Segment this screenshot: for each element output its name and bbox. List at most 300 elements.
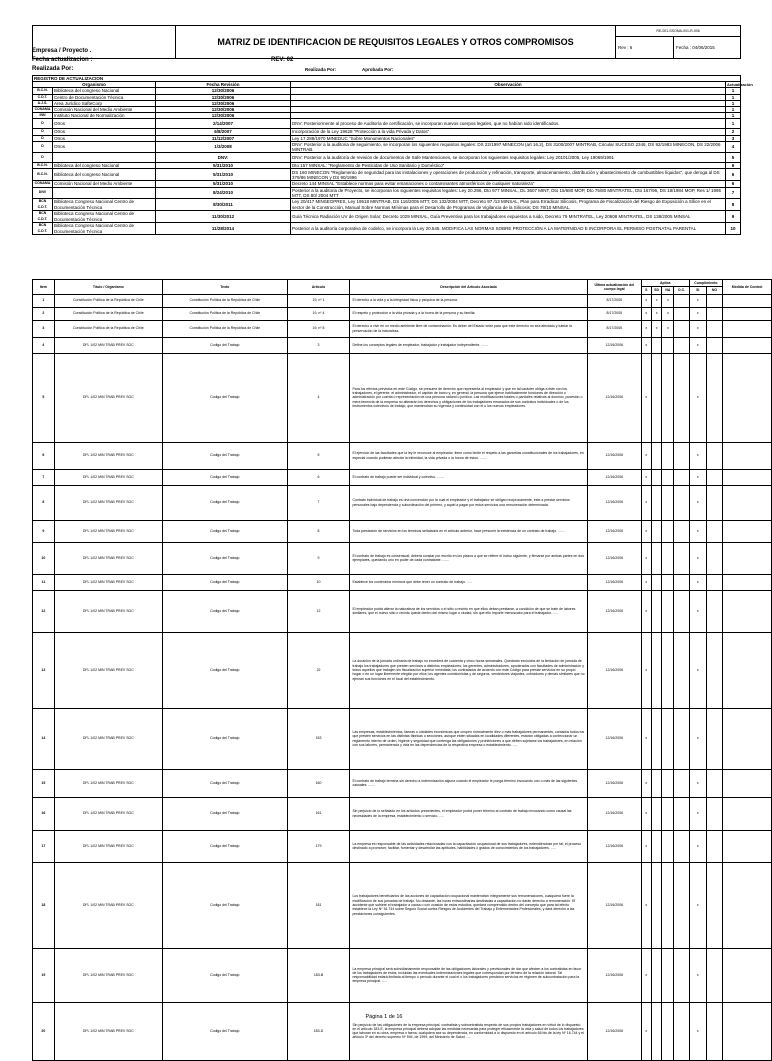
update-log-organismo: Biblioteca del congreso Nacional xyxy=(53,88,156,94)
requirement-descripcion: Las empresas, establecimientos, faenas o unidades económicas que ocupen normalmente diez o más trabajadores permanentes, contados todos los que presten servicios en las distintas fábricas o secciones, aunque estén situadas en localidades diferentes, estarán obligadas a confeccionar un reglamento interno de orden, higiene y seguridad que contenga las obligaciones y prohibiciones a que deben sujetarse los trabajadores, en relación con sus labores, permanencia y vida en las dependencias de la respectiva empresa o establecimiento. ..... xyxy=(350,708,587,769)
update-log-row xyxy=(33,119,741,129)
requirement-titulo: DFL 1/02 MIN TRAB PREV SOC xyxy=(54,708,162,769)
requirement-descripcion: El empleador podrá alterar la naturaleza de los servicios o el sitio o recinto en que ellos deban prestarse, a condición de que se trate de labores similares, que el nuevo sitio o recinto quede dentro del mismo lugar o ciudad, sin que ello importe menoscabo para el trabajador. ..... xyxy=(350,590,587,632)
requirement-texto: Codigo del Trabajo xyxy=(163,632,288,708)
update-log-organismo xyxy=(53,187,156,198)
requirement-titulo: Constitución Política de la República de Chile xyxy=(54,307,162,320)
aplica-sd xyxy=(651,574,662,590)
aplica-s: x xyxy=(641,830,651,862)
requirement-texto: Codigo del Trabajo xyxy=(163,353,288,442)
aplica-sd xyxy=(651,337,662,353)
cumple-no xyxy=(706,632,722,708)
requirement-descripcion: La duración de la jornada ordinaria de trabajo no excederá de cuarenta y cinco horas semanales. Quedarán excluidos de la limitación de jornada de trabajo los trabajadores que presten servicios a distintos empleadores; los gerentes, administradores, apoderados con facultades de administración y todos aquellos que trabajen sin fiscalización superior inmediata; los contratados de acuerdo con este Código para prestar servicios en su propio hogar o en un lugar libremente elegido por ellos; los agentes comisionistas y de seguros, vendedores viajantes, cobradores y demás similares que no ejerzan sus funciones en el local del establecimiento. xyxy=(350,632,587,708)
aplica-s: x xyxy=(641,307,651,320)
requirement-articulo: 12 xyxy=(287,590,350,632)
update-log-actualizacion: 3 xyxy=(726,135,741,141)
col-titulo: Título / Organismo xyxy=(54,280,162,295)
update-log-code: D xyxy=(33,129,53,135)
aplica-oc xyxy=(674,469,689,485)
col-articulo: Artículo xyxy=(287,280,350,295)
requirement-fecha: 12/16/2006 xyxy=(587,485,641,520)
medida-control xyxy=(723,520,772,542)
requirement-titulo: DFL 1/02 MIN TRAB PREV SOC xyxy=(54,769,162,797)
update-log-code: CONAMA xyxy=(33,107,53,113)
requirement-texto: Codigo del Trabajo xyxy=(163,862,288,948)
update-log-actualizacion: 8 xyxy=(726,199,741,211)
update-log-fecha: 11/30/2012 xyxy=(156,211,291,223)
aplica-s: x xyxy=(641,769,651,797)
aplica-oc xyxy=(674,320,689,337)
requirement-item: 8 xyxy=(33,485,55,520)
requirement-texto: Codigo del Trabajo xyxy=(163,485,288,520)
requirement-item: 13 xyxy=(33,632,55,708)
requirement-row xyxy=(33,337,772,353)
medida-control xyxy=(723,542,772,574)
requirement-fecha: 12/16/2006 xyxy=(587,469,641,485)
requirement-texto: Codigo del Trabajo xyxy=(163,590,288,632)
update-log-actualizacion: 10 xyxy=(726,223,741,235)
requirement-titulo: DFL 1/02 MIN TRAB PREV SOC xyxy=(54,485,162,520)
requirement-row xyxy=(33,1002,772,1060)
medida-control xyxy=(723,485,772,520)
update-log-organismo: Area Jurídico SafteCorp xyxy=(53,100,156,106)
col-sd: SD xyxy=(651,287,662,294)
update-log-fecha: 6/8/2007 xyxy=(156,129,291,135)
requirement-item: 4 xyxy=(33,337,55,353)
update-log-fecha: 5/31/2010 xyxy=(156,181,291,187)
aplica-oc xyxy=(674,485,689,520)
requirement-articulo: 7 xyxy=(287,485,350,520)
update-log-organismo xyxy=(53,153,156,163)
aplica-oc xyxy=(674,294,689,307)
cumple-no xyxy=(706,948,722,1002)
update-log-organismo: Biblioteca Congreso Nacional Centro de Documentación Técnica xyxy=(53,199,156,211)
realizada-label: Realizada Por: xyxy=(32,66,74,72)
aplica-oc xyxy=(674,862,689,948)
rev-label: REV: 02 xyxy=(271,57,294,63)
requirement-row xyxy=(33,294,772,307)
aplica-sd xyxy=(651,708,662,769)
requirement-fecha: 12/16/2006 xyxy=(587,632,641,708)
update-log-actualizacion: 1 xyxy=(726,94,741,100)
aplica-na xyxy=(662,520,674,542)
cumple-si: x xyxy=(689,320,706,337)
update-log-observacion: Ley 17.288/1970 MINEDUC "Sobre Monumentos Nacionales" xyxy=(291,135,726,141)
aplica-s: x xyxy=(641,862,651,948)
update-log-actualizacion: 4 xyxy=(726,141,741,152)
aplica-sd xyxy=(651,797,662,830)
requirement-articulo: 8 xyxy=(287,520,350,542)
requirement-fecha: 12/16/2006 xyxy=(587,353,641,442)
requirement-row xyxy=(33,442,772,469)
update-log-fecha: 12/30/2006 xyxy=(156,107,291,113)
aplica-sd: x xyxy=(651,307,662,320)
update-log-title: REGISTRO DE ACTUALIZACION xyxy=(33,76,741,82)
requirement-titulo: Constitución Política de la República de Chile xyxy=(54,320,162,337)
cumple-no xyxy=(706,442,722,469)
cumple-si: x xyxy=(689,797,706,830)
aplica-na: x xyxy=(662,320,674,337)
requirement-descripcion: Define los conceptos legales de empleador, trabajador y trabajador independiente. ....... xyxy=(350,337,587,353)
requirement-titulo: DFL 1/02 MIN TRAB PREV SOC xyxy=(54,632,162,708)
medida-control xyxy=(723,320,772,337)
aplica-sd xyxy=(651,830,662,862)
requirement-descripcion: La empresa principal será subsidiariamente responsable de las obligaciones laborales y previsionales de dar que afecten a los contratistas en favor de los trabajadores de éstos, incluidas las eventuales indemnizaciones legales que correspondan por término de la relación laboral. Tal responsabilidad estará limitada al tiempo o período durante el cual el o los trabajadores prestaron servicios en régimen de subcontratación para la empresa principal. ..... xyxy=(350,948,587,1002)
col-descripcion: Descripción del Artículo Asociado xyxy=(350,280,587,295)
requirement-titulo: Constitución Política de la República de Chile xyxy=(54,294,162,307)
requirement-descripcion: Los trabajadores beneficiarios de las acciones de capacitación ocupacional mantendrán íntegramente sus remuneraciones, cualquiera fuere la modificación de sus jornadas de trabajo. No obstante, las horas extraordinarias destinadas a capacitación no darán derecho a remuneración. El accidente que sufriere el trabajador a causa o con ocasión de estos estudios, quedará comprendido dentro del concepto que para tal efecto establece la Ley Nº 16.744 sobre Seguro Social contra Riesgos de Accidentes del Trabajo y Enfermedades Profesionales, y dará derecho a las prestaciones consiguientes. xyxy=(350,862,587,948)
aplica-na: x xyxy=(662,307,674,320)
requirement-item: 16 xyxy=(33,797,55,830)
col-organismo: Organismo xyxy=(33,82,156,88)
aplica-na xyxy=(662,948,674,1002)
cumple-si: x xyxy=(689,708,706,769)
requirement-articulo: 3 xyxy=(287,337,350,353)
requirement-item: 14 xyxy=(33,708,55,769)
update-log-actualizacion: 1 xyxy=(726,88,741,94)
aplica-oc xyxy=(674,574,689,590)
update-log-organismo: Comisión Nacional del Medio Ambiente xyxy=(53,107,156,113)
requirement-row xyxy=(33,485,772,520)
aplica-oc xyxy=(674,830,689,862)
cumple-no xyxy=(706,574,722,590)
requirement-articulo: 10 xyxy=(287,574,350,590)
update-log-observacion: Guía Técnica Radiación UV de Origen Solar; Decreto 1029 MINSAL, Guía Preventiva para los trabajadores expuestos a ruido, Decreto 79 MINTRATEL, Ley 20608 MINTRATEL, DS 138/2005 MINSAL xyxy=(291,211,726,223)
aplica-oc xyxy=(674,1002,689,1060)
requirement-articulo: 183-D xyxy=(287,1002,350,1060)
aplica-oc xyxy=(674,590,689,632)
requirement-fecha: 12/16/2006 xyxy=(587,948,641,1002)
requirement-articulo: 6 xyxy=(287,469,350,485)
medida-control xyxy=(723,948,772,1002)
update-log-actualizacion: 6 xyxy=(726,181,741,187)
medida-control xyxy=(723,632,772,708)
aplica-s: x xyxy=(641,353,651,442)
cumple-no xyxy=(706,353,722,442)
requirement-item: 1 xyxy=(33,294,55,307)
update-log-code: BCN C.D.T. xyxy=(33,199,53,211)
requirement-texto: Codigo del Trabajo xyxy=(163,337,288,353)
cumple-no xyxy=(706,830,722,862)
cumple-si: x xyxy=(689,590,706,632)
update-log-observacion: DS 160 MINECON "Reglamento de seguridad para las instalaciones y operaciones de producción y refinación, transporte, almacenamiento, distribución y abastecimiento de combustibles líquidos", que deroga al DS 379/86 MINECON y DS 90/1996 xyxy=(291,169,726,181)
aplica-oc xyxy=(674,632,689,708)
update-log-code: DNV xyxy=(33,187,53,198)
requirement-titulo: DFL 1/02 MIN TRAB PREV SOC xyxy=(54,353,162,442)
update-log-observacion: DNV: Posterior a la auditoría de revisión de documentos de Safe Mantenciones, se incorporan los siguientes requisitos legales: Ley 20101/2005, Ley 19069/1991 xyxy=(291,153,726,163)
requirement-texto: Codigo del Trabajo xyxy=(163,769,288,797)
col-observacion: Observación xyxy=(291,82,726,88)
update-log-organismo: Biblioteca Congreso Nacional Centro de Documentación Técnica xyxy=(53,211,156,223)
requirement-texto: Constitución Política de la República de Chile xyxy=(163,294,288,307)
requirement-row xyxy=(33,830,772,862)
update-log-fecha: 5/31/2010 xyxy=(156,169,291,181)
aplica-sd xyxy=(651,442,662,469)
requirement-titulo: DFL 1/02 MIN TRAB PREV SOC xyxy=(54,1002,162,1060)
update-log-table xyxy=(32,75,753,235)
cumple-si: x xyxy=(689,485,706,520)
aplica-s: x xyxy=(641,948,651,1002)
requirement-texto: Constitución Política de la República de Chile xyxy=(163,307,288,320)
cumple-si: x xyxy=(689,948,706,1002)
cumple-si: x xyxy=(689,542,706,574)
update-log-code: B.C.N. xyxy=(33,88,53,94)
aplica-s: x xyxy=(641,574,651,590)
update-log-row xyxy=(33,169,741,181)
requirement-articulo: 153 xyxy=(287,708,350,769)
aplica-oc xyxy=(674,520,689,542)
update-log-fecha: DNV: xyxy=(156,153,291,163)
aplica-na xyxy=(662,590,674,632)
aplica-s: x xyxy=(641,442,651,469)
update-log-code: D xyxy=(33,153,53,163)
requirement-row xyxy=(33,469,772,485)
requirement-articulo: 9 xyxy=(287,542,350,574)
update-log-observacion: DNV: Posterior a la auditoria de seguimiento, se incorporan los siguientes requisitos legales: DS 22/1997 MINECON (art 16,2), DS 3100/2007 MINTRAB, Circular SUCESO 2346, DS 92/1983 MINECON, DS 22/2006 MINTRAB. xyxy=(291,141,726,152)
update-log-code: C.D.T. xyxy=(33,94,53,100)
requirement-texto: Codigo del Trabajo xyxy=(163,469,288,485)
update-date-label: Fecha actualizacion : xyxy=(32,57,93,63)
cumple-no xyxy=(706,520,722,542)
requirement-texto: Codigo del Trabajo xyxy=(163,442,288,469)
update-log-code: B.C.N. xyxy=(33,163,53,169)
col-fecha-revision: Fecha Revisión xyxy=(156,82,291,88)
requirement-item: 3 xyxy=(33,320,55,337)
requirement-fecha: 12/16/2006 xyxy=(587,1002,641,1060)
update-log-observacion: Posterior a la auditoría corporativa de codelco, se incorpora la Ley 20.545. MODIFICA LAS NORMAS SOBRE PROTECCIÓN A LA MATERNIDAD E INCORPORA EL PERMISO POSTNATAL PARENTAL xyxy=(291,223,726,235)
col-s: S xyxy=(641,287,651,294)
realizada-label-2: Realizada Por: xyxy=(305,67,337,72)
aplica-s: x xyxy=(641,320,651,337)
requirement-descripcion: Para los efectos previstos en este Código, se presume de derecho que representa al empleador y que en tal carácter obliga a éste con los trabajadores, el gerente, el administrador, el capitán de barco y, en general, la persona que ejerce habitualmente funciones de dirección o administración por cuenta o representación de una persona natural o jurídica. Las modificaciones totales o parciales relativas al dominio, posesión o mera tenencia de la empresa no alterarán los derechos y obligaciones de los trabajadores emanados de sus contratos individuales o de los instrumentos colectivos de trabajo, que mantendrán su vigencia y continuidad con el o los nuevos empleadores. xyxy=(350,353,587,442)
medida-control xyxy=(723,1002,772,1060)
aplica-sd xyxy=(651,542,662,574)
requirement-fecha: 12/16/2006 xyxy=(587,769,641,797)
requirement-articulo: 19, nº 1 xyxy=(287,294,350,307)
update-log-actualizacion: 6 xyxy=(726,169,741,181)
aplica-oc xyxy=(674,353,689,442)
cumple-si: x xyxy=(689,469,706,485)
requirement-titulo: DFL 1/02 MIN TRAB PREV SOC xyxy=(54,862,162,948)
requirement-fecha: 12/16/2006 xyxy=(587,337,641,353)
requirement-descripcion: El derecho a vivir en un medio ambiente libre de contaminación. Es deber del Estado velar para que este derecho no sea afectado y tutelar la preservación de la naturaleza. xyxy=(350,320,587,337)
requirement-titulo: DFL 1/02 MIN TRAB PREV SOC xyxy=(54,590,162,632)
aplica-s: x xyxy=(641,520,651,542)
update-log-organismo: Biblioteca Congreso Nacional Centro de Documentación Técnica xyxy=(53,223,156,235)
cumple-no xyxy=(706,769,722,797)
update-log-observacion: Decreto 144 MINSAL "Establece normas para evitar emanaciones o contaminantes atmosféricos de cualquier naturaleza" xyxy=(291,181,726,187)
update-log-fecha: 11/28/2014 xyxy=(156,223,291,235)
aplica-na xyxy=(662,632,674,708)
update-log-organismo: Comisión Nacional del Medio Ambiente xyxy=(53,181,156,187)
col-medida-control: Medida de Control xyxy=(723,280,772,295)
requirement-descripcion: El contrato de trabajo es consensual; deberá constar por escrito en los plazos a que se refiere el inciso siguiente, y firmarse por ambas partes en dos ejemplares, quedando uno en poder de cada contratante. ....... xyxy=(350,542,587,574)
requirement-fecha: 12/16/2006 xyxy=(587,862,641,948)
cumple-no xyxy=(706,862,722,948)
update-log-fecha: 2/14/2007 xyxy=(156,119,291,129)
cumple-no xyxy=(706,542,722,574)
aplica-na xyxy=(662,469,674,485)
aplica-sd xyxy=(651,485,662,520)
update-log-code: CONAMA xyxy=(33,181,53,187)
page-footer: Página 1 de 16 xyxy=(365,1014,403,1020)
requirement-descripcion: La empresa es responsable de las actividades relacionadas con la capacitación ocupacional de sus trabajadores, entendiéndose por tal, el proceso destinado a promover, facilitar, fomentar y desarrollar las aptitudes, habilidades o grados de conocimientos de los trabajadores. ..... xyxy=(350,830,587,862)
update-log-fecha: 1/3/2008 xyxy=(156,141,291,152)
requirement-item: 20 xyxy=(33,1002,55,1060)
cumple-no xyxy=(706,485,722,520)
medida-control xyxy=(723,469,772,485)
col-no: NO xyxy=(706,287,722,294)
aplica-s: x xyxy=(641,590,651,632)
medida-control xyxy=(723,574,772,590)
aplica-oc xyxy=(674,708,689,769)
update-log-observacion: DNV: Posteriormente al proceso de Auditoría de certificación, se incorporan nuevos cuerpos legales, que no habían sido identificados. xyxy=(291,119,726,129)
cumple-no xyxy=(706,337,722,353)
aplica-s: x xyxy=(641,1002,651,1060)
requirement-row xyxy=(33,307,772,320)
update-log-organismo: Otros xyxy=(53,141,156,152)
update-log-code: BCN C.D.T. xyxy=(33,223,53,235)
update-log-fecha: 8/24/2010 xyxy=(156,187,291,198)
medida-control xyxy=(723,769,772,797)
requirement-titulo: DFL 1/02 MIN TRAB PREV SOC xyxy=(54,520,162,542)
requirement-row xyxy=(33,574,772,590)
update-log-observacion: Dto 157 MINSAL: "Reglamento de Pesticidas de Uso Sanitario y Doméstico" xyxy=(291,163,726,169)
cumple-no xyxy=(706,320,722,337)
requirement-row xyxy=(33,632,772,708)
update-log-fecha: 8/30/2011 xyxy=(156,199,291,211)
requirement-titulo: DFL 1/02 MIN TRAB PREV SOC xyxy=(54,442,162,469)
cumple-si: x xyxy=(689,442,706,469)
update-log-fecha: 11/12/2007 xyxy=(156,135,291,141)
aplica-sd xyxy=(651,632,662,708)
requirement-fecha: 8/17/2005 xyxy=(587,307,641,320)
update-log-organismo: Otros xyxy=(53,119,156,129)
update-log-fecha: 12/30/2006 xyxy=(156,113,291,119)
requirement-titulo: DFL 1/02 MIN TRAB PREV SOC xyxy=(54,830,162,862)
medida-control xyxy=(723,307,772,320)
requirements-body xyxy=(33,294,772,1060)
requirement-fecha: 12/16/2006 xyxy=(587,590,641,632)
col-texto: Texto xyxy=(163,280,288,295)
update-log-body xyxy=(33,88,741,235)
aplica-na xyxy=(662,337,674,353)
update-log-actualizacion: 1 xyxy=(726,107,741,113)
medida-control xyxy=(723,353,772,442)
requirement-item: 12 xyxy=(33,590,55,632)
requirement-row xyxy=(33,353,772,442)
requirement-item: 17 xyxy=(33,830,55,862)
update-log-organismo: Instituto Nacional de Normalización xyxy=(53,113,156,119)
document-title: MATRIZ DE IDENTIFICACION DE REQUISITOS LEGALES Y OTROS COMPROMISOS xyxy=(176,26,616,59)
requirement-row xyxy=(33,769,772,797)
requirement-titulo: DFL 1/02 MIN TRAB PREV SOC xyxy=(54,542,162,574)
requirement-item: 2 xyxy=(33,307,55,320)
aplica-oc xyxy=(674,797,689,830)
requirement-articulo: 181 xyxy=(287,862,350,948)
update-log-actualizacion: 9 xyxy=(726,211,741,223)
update-log-actualizacion: 7 xyxy=(726,187,741,198)
update-log-organismo: Otros xyxy=(53,135,156,141)
cumple-si: x xyxy=(689,632,706,708)
requirement-fecha: 8/17/2005 xyxy=(587,294,641,307)
requirement-articulo: 22 xyxy=(287,632,350,708)
requirement-articulo: 179 xyxy=(287,830,350,862)
cumple-si: x xyxy=(689,353,706,442)
requirement-texto: Codigo del Trabajo xyxy=(163,708,288,769)
medida-control xyxy=(723,862,772,948)
requirement-descripcion: Toda prestación de servicios en los términos señalados en el artículo anterior, hace presumir la existencia de un contrato de trabajo. ....... xyxy=(350,520,587,542)
aplica-sd xyxy=(651,590,662,632)
date-label: Fecha : 04/06/2015 xyxy=(674,37,741,59)
cumple-no xyxy=(706,307,722,320)
requirement-texto: Codigo del Trabajo xyxy=(163,948,288,1002)
aplica-s: x xyxy=(641,797,651,830)
aplica-sd xyxy=(651,520,662,542)
document-code: RE-001-SSOMA-001-R-006 xyxy=(616,26,741,37)
update-log-fecha: 12/30/2006 xyxy=(156,100,291,106)
requirement-row xyxy=(33,542,772,574)
aplica-sd xyxy=(651,862,662,948)
requirement-item: 10 xyxy=(33,542,55,574)
aprobada-label: Aprobada Por: xyxy=(362,67,394,72)
medida-control xyxy=(723,294,772,307)
requirement-titulo: DFL 1/02 MIN TRAB PREV SOC xyxy=(54,797,162,830)
requirement-descripcion: El ejercicio de las facultades que la ley le reconoce al empleador, tiene como límite el respeto a las garantías constitucionales de los trabajadores, en especial cuando pudieran afectar la intimidad, la vida privada o la honra de éstos. ....... xyxy=(350,442,587,469)
requirement-descripcion: El contrato de trabajo puede ser individual y colectivo. ....... xyxy=(350,469,587,485)
medida-control xyxy=(723,830,772,862)
aplica-sd xyxy=(651,948,662,1002)
cumple-si: x xyxy=(689,294,706,307)
requirement-fecha: 12/16/2006 xyxy=(587,442,641,469)
requirement-descripcion: El respeto y protección a la vida privada y a la honra de la persona y su familia. xyxy=(350,307,587,320)
requirement-texto: Codigo del Trabajo xyxy=(163,520,288,542)
aplica-sd xyxy=(651,469,662,485)
update-log-observacion: Posterior a la auditoria de Proyecto, se incorporan los siguientes requisitos legales: Ley 20.296, Dto 977 MINSAL, DL 3607 MINT, Dto 15/680 MOP, Dto 75/80 MINTRATEL, Dto 167/96, DS 18/1984 MOP, Res 1/ 1995 MTT, DS 80/ 2004 MTT xyxy=(291,187,726,198)
update-log-actualizacion: 1 xyxy=(726,113,741,119)
col-si: SI xyxy=(689,287,706,294)
aplica-na xyxy=(662,797,674,830)
requirement-articulo: 19, nº 8 xyxy=(287,320,350,337)
revision-label: Rev : 6 xyxy=(616,37,674,59)
update-log-fecha: 5/31/2010 xyxy=(156,163,291,169)
medida-control xyxy=(723,708,772,769)
requirement-articulo: 5 xyxy=(287,442,350,469)
requirement-articulo: 4 xyxy=(287,353,350,442)
requirement-descripcion: El contrato de trabajo termina sin derecho a indemnización alguna cuando el empleador le ponga término invocando uno o más de las siguientes causales: ....... xyxy=(350,769,587,797)
medida-control xyxy=(723,337,772,353)
aplica-s: x xyxy=(641,485,651,520)
col-cumplimiento: Cumplimiento xyxy=(689,280,723,287)
update-log-organismo: Biblioteca del congreso Nacional xyxy=(53,163,156,169)
requirement-articulo: 161 xyxy=(287,797,350,830)
requirement-texto: Codigo del Trabajo xyxy=(163,1002,288,1060)
requirement-item: 18 xyxy=(33,862,55,948)
update-log-row xyxy=(33,211,741,223)
aplica-oc xyxy=(674,948,689,1002)
cumple-si: x xyxy=(689,520,706,542)
aplica-na xyxy=(662,574,674,590)
medida-control xyxy=(723,590,772,632)
update-log-code: B.C.N. xyxy=(33,169,53,181)
cumple-si: x xyxy=(689,1002,706,1060)
aplica-s: x xyxy=(641,542,651,574)
requirement-item: 11 xyxy=(33,574,55,590)
requirement-articulo: 183-B xyxy=(287,948,350,1002)
requirement-row xyxy=(33,948,772,1002)
aplica-na xyxy=(662,442,674,469)
aplica-oc xyxy=(674,442,689,469)
